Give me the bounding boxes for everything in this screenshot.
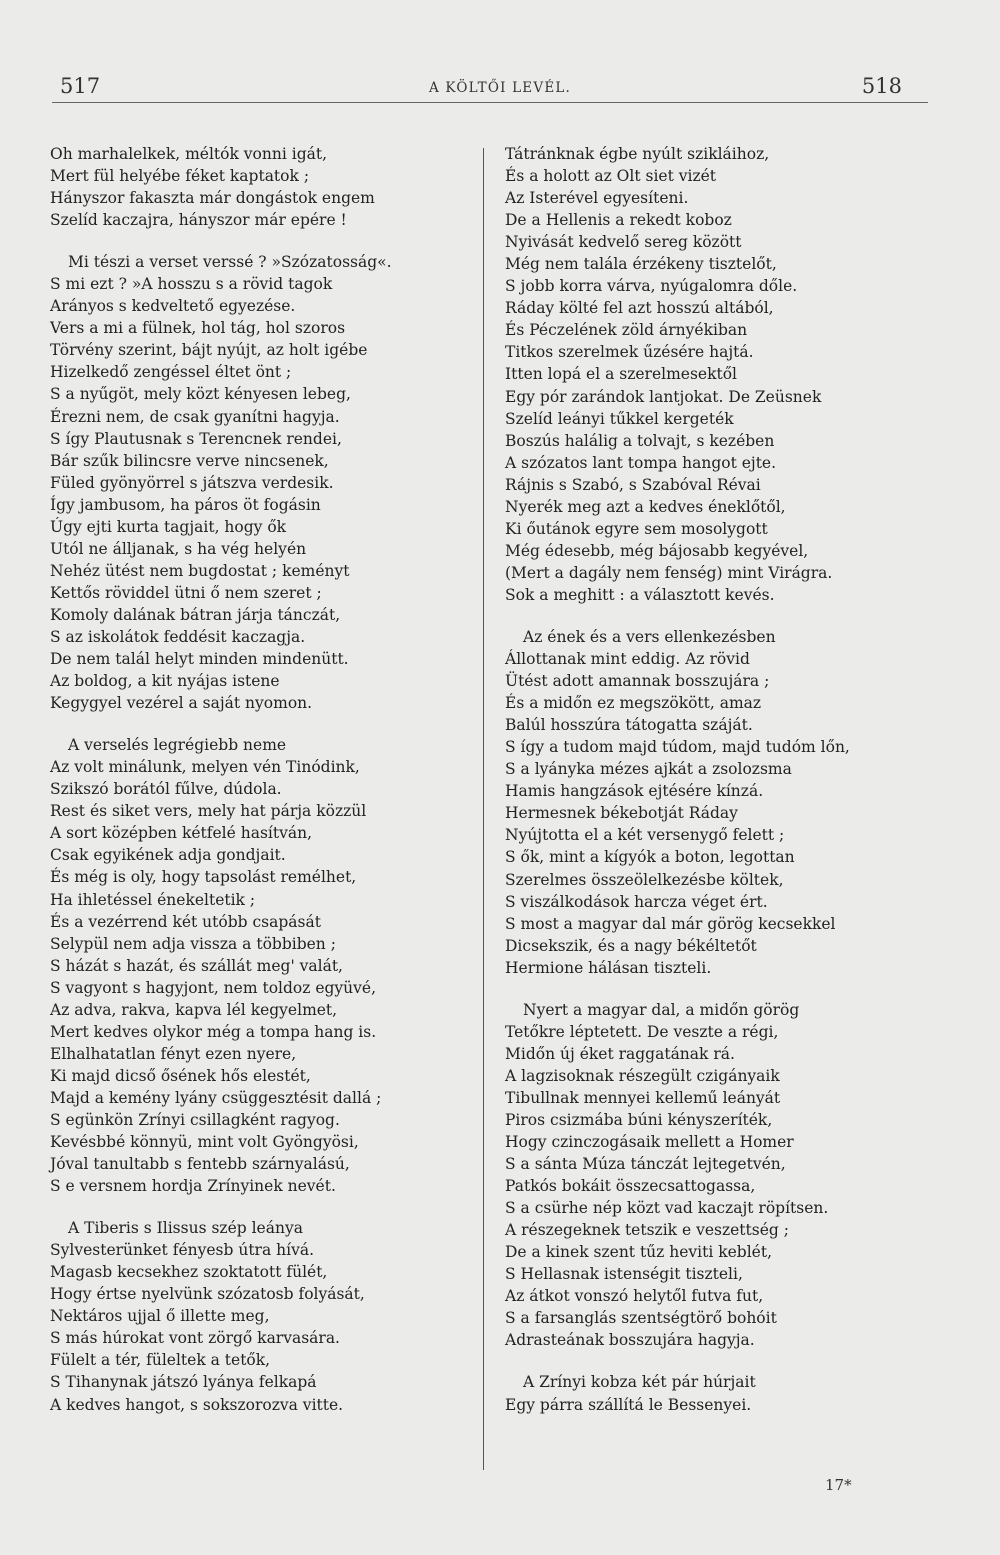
running-title: A KÖLTŐI LEVÉL.: [428, 80, 572, 96]
verse-line: S vagyont s hagyjont, nem toldoz együvé,: [50, 978, 377, 997]
verse-line: Hamis hangzások ejtésére kínzá.: [505, 782, 764, 801]
verse-line: De nem talál helyt minden mindenütt.: [50, 650, 349, 669]
verse-line: Hányszor fakaszta már dongástok engem: [50, 189, 375, 208]
verse-line: Úgy ejti kurta tagjait, hogy ők: [50, 517, 287, 536]
verse-line: Az volt minálunk, melyen vén Tinódink,: [50, 758, 360, 777]
verse-line: És a holott az Olt siet vizét: [505, 167, 717, 186]
verse-line: Csak egyikének adja gondjait.: [50, 846, 286, 865]
verse-line: Midőn új éket raggatának rá.: [505, 1044, 735, 1063]
verse-line: Állottanak mint eddig. Az rövid: [505, 650, 750, 669]
verse-line: Egy párra szállítá le Bessenyei.: [505, 1395, 752, 1414]
verse-line: S viszálkodások harcza véget ért.: [505, 892, 768, 911]
verse-line: Hogy czinczogásaik mellett a Homer: [505, 1133, 794, 1152]
verse-line: Kevésbbé könnyü, mint volt Gyöngyösi,: [50, 1133, 359, 1152]
verse-line: S jobb korra várva, nyúgalomra dőle.: [505, 277, 798, 296]
verse-line: Piros csizmába búni kényszeríték,: [505, 1110, 773, 1129]
verse-line: Még édesebb, még bájosabb kegyével,: [505, 541, 809, 560]
verse-line: S a nyűgöt, mely közt kényesen lebeg,: [50, 385, 351, 404]
verse-line: Balúl hosszúra tátogatta száját.: [505, 716, 753, 735]
stanza: [505, 999, 900, 1352]
stanza: [505, 1371, 900, 1415]
verse-line: Ütést adott amannak bosszujára ;: [505, 672, 770, 691]
verse-line: Szelíd kaczajra, hányszor már epére !: [50, 211, 347, 230]
verse-line: Tibullnak mennyei kellemű leányát: [505, 1088, 781, 1107]
verse-line: S így a tudom majd túdom, majd tudóm lőn,: [505, 738, 850, 757]
verse-line: Utól ne álljanak, s ha vég helyén: [50, 539, 307, 558]
verse-line: Ha ihletéssel énekeltetik ;: [50, 890, 256, 909]
stanza: [50, 143, 445, 231]
column-divider: [483, 148, 484, 1470]
verse-line: Elhalhatatlan fényt ezen nyere,: [50, 1044, 297, 1063]
verse-line: Füled gyönyörrel s játszva verdesik.: [50, 473, 334, 492]
verse-line: Hermione hálásan tiszteli.: [505, 958, 712, 977]
verse-line: S a lyányka mézes ajkát a zsolozsma: [505, 760, 792, 779]
verse-line: A szózatos lant tompa hangot ejte.: [505, 453, 777, 472]
verse-line: És még is oly, hogy tapsolást remélhet,: [50, 868, 357, 887]
verse-line: Majd a kemény lyány csüggesztésit dallá ;: [50, 1088, 382, 1107]
verse-line: A kedves hangot, s sokszorozva vitte.: [50, 1395, 344, 1414]
verse-line: Oh marhalelkek, méltók vonni igát,: [50, 145, 328, 163]
verse-line: Nyert a magyar dal, a midőn görög: [523, 1000, 800, 1019]
verse-line: Kettős röviddel ütni ő nem szeret ;: [50, 583, 322, 602]
verse-line: Rest és siket vers, mely hat párja közzül: [50, 802, 367, 821]
verse-line: A Tiberis s Ilissus szép leánya: [68, 1219, 303, 1238]
verse-line: Sylvesterünket fényesb útra hívá.: [50, 1241, 314, 1260]
verse-line: Nyújtotta el a két versenygő felett ;: [505, 826, 785, 845]
verse-line: Az boldog, a kit nyájas istene: [50, 672, 280, 691]
verse-line: Hogy értse nyelvünk szózatosb folyását,: [50, 1285, 365, 1304]
verse-line: Hermesnek békebotját Ráday: [505, 804, 738, 823]
verse-line: A lagzisoknak részegült czigányaik: [505, 1066, 780, 1085]
left-page-number: 517: [60, 74, 101, 98]
verse-line: Nyivását kedvelő sereg között: [505, 233, 742, 252]
verse-line: S e versnem hordja Zrínyinek nevét.: [50, 1177, 336, 1196]
verse-line: Tetőkre léptetett. De veszte a régi,: [505, 1022, 779, 1041]
verse-line: Arányos s kedveltető egyezése.: [50, 297, 296, 316]
stanza: [505, 626, 900, 979]
verse-line: Egy pór zarándok lantjokat. De Zeüsnek: [505, 387, 822, 406]
verse-line: Szelíd leányi tűkkel kergeték: [505, 409, 734, 428]
verse-line: S Hellasnak istenségit tiszteli,: [505, 1265, 743, 1284]
verse-line: (Mert a dagály nem fenség) mint Virágra.: [505, 563, 833, 582]
verse-line: Így jambusom, ha páros öt fogásin: [50, 495, 321, 514]
verse-line: Selypül nem adja vissza a többiben ;: [50, 934, 336, 953]
verse-line: S az iskolátok feddésit kaczagja.: [50, 627, 306, 646]
verse-line: Itten lopá el a szerelmesektől: [505, 365, 738, 384]
verse-line: De a Hellenis a rekedt koboz: [505, 211, 732, 230]
verse-line: Ki majd dicső ősének hős elestét,: [50, 1066, 311, 1085]
verse-line: Nyerék meg azt a kedves éneklőtől,: [505, 497, 786, 516]
verse-line: S a sánta Múza tánczát lejtegetvén,: [505, 1155, 786, 1174]
verse-line: Magasb kecsekhez szoktatott fülét,: [50, 1263, 328, 1282]
verse-line: És Péczelének zöld árnyékiban: [505, 321, 748, 340]
right-column: [505, 143, 900, 1416]
verse-line: Adrasteának bosszujára hagyja.: [505, 1331, 755, 1350]
verse-line: Érezni nem, de csak gyanítni hagyja.: [50, 407, 340, 426]
stanza: [50, 734, 445, 1197]
signature-mark: 17*: [825, 1476, 852, 1494]
verse-line: A Zrínyi kobza két pár húrjait: [523, 1373, 756, 1392]
verse-line: Kegygyel vezérel a saját nyomon.: [50, 694, 313, 713]
header-rule: [52, 102, 928, 103]
verse-line: Ki őutánok egyre sem mosolygott: [505, 519, 768, 538]
verse-line: Patkós bokáit összecsattogassa,: [505, 1177, 756, 1196]
verse-line: S a csürhe nép közt vad kaczajt röpítsen.: [505, 1199, 829, 1218]
verse-line: S egünkön Zrínyi csillagként ragyog.: [50, 1110, 340, 1129]
verse-line: Törvény szerint, bájt nyújt, az holt igébe: [50, 341, 368, 360]
verse-line: Vers a mi a fülnek, hol tág, hol szoros: [50, 319, 346, 338]
verse-line: Nehéz ütést nem bugdostat ; keményt: [50, 561, 350, 580]
verse-line: S házát s hazát, és szállát meg' valát,: [50, 956, 343, 975]
verse-line: Titkos szerelmek űzésére hajtá.: [505, 343, 754, 362]
verse-line: Fülelt a tér, füleltek a tetők,: [50, 1351, 271, 1370]
verse-line: Boszús halálig a tolvajt, s kezében: [505, 431, 775, 450]
verse-line: Mi tészi a verset verssé ? »Szózatosság«.: [68, 253, 392, 272]
page-header: [0, 60, 1000, 106]
verse-line: De a kinek szent tűz heviti keblét,: [505, 1243, 773, 1262]
verse-line: Jóval tanultabb s fentebb szárnyalású,: [50, 1155, 350, 1174]
verse-line: És a vezérrend két utóbb csapását: [50, 912, 321, 931]
verse-line: S ők, mint a kígyók a boton, legottan: [505, 848, 795, 867]
verse-line: Ráday költé fel azt hosszú altából,: [505, 299, 774, 318]
verse-line: Hizelkedő zengéssel éltet önt ;: [50, 363, 292, 382]
verse-line: Nektáros ujjal ő illette meg,: [50, 1307, 270, 1326]
verse-line: Mert fül helyébe féket kaptatok ;: [50, 167, 310, 186]
verse-line: Bár szűk bilincsre verve nincsenek,: [50, 451, 329, 470]
verse-line: Szerelmes összeölelkezésbe költek,: [505, 870, 784, 889]
verse-line: A sort középben kétfelé hasítván,: [50, 824, 312, 843]
verse-line: A verselés legrégiebb neme: [68, 736, 287, 755]
verse-line: Az adva, rakva, kapva lél kegyelmet,: [50, 1000, 338, 1019]
verse-line: Dicsekszik, és a nagy békéltetőt: [505, 936, 757, 955]
verse-line: Rájnis s Szabó, s Szabóval Révai: [505, 475, 761, 494]
left-column: [50, 143, 445, 1416]
verse-line: Szikszó borától fűlve, dúdola.: [50, 780, 282, 799]
verse-line: S most a magyar dal már görög kecsekkel: [505, 914, 836, 933]
verse-line: Még nem talála érzékeny tisztelőt,: [505, 255, 777, 274]
verse-line: Az ének és a vers ellenkezésben: [523, 627, 776, 646]
right-page-number: 518: [861, 74, 902, 98]
stanza: [50, 1217, 445, 1415]
verse-line: Tátránknak égbe nyúlt szikláihoz,: [505, 145, 770, 163]
verse-line: Mert kedves olykor még a tompa hang is.: [50, 1022, 377, 1041]
verse-line: S így Plautusnak s Terencnek rendei,: [50, 429, 342, 448]
stanza: [505, 143, 900, 606]
verse-line: Komoly dalának bátran járja tánczát,: [50, 605, 341, 624]
verse-line: A részegeknek tetszik e veszettség ;: [505, 1221, 789, 1240]
verse-line: Sok a meghitt : a választott kevés.: [505, 585, 775, 604]
verse-line: S a farsanglás szentségtörő bohóit: [505, 1309, 777, 1328]
stanza: [50, 251, 445, 714]
verse-line: Az átkot vonszó helytől futva fut,: [505, 1287, 764, 1306]
verse-line: És a midőn ez megszökött, amaz: [505, 694, 762, 713]
verse-line: Az Isterével egyesíteni.: [505, 189, 689, 208]
verse-line: S mi ezt ? »A hosszu s a rövid tagok: [50, 275, 333, 294]
verse-line: S Tihanynak játszó lyánya felkapá: [50, 1373, 317, 1392]
verse-line: S más húrokat vont zörgő karvasára.: [50, 1329, 340, 1348]
